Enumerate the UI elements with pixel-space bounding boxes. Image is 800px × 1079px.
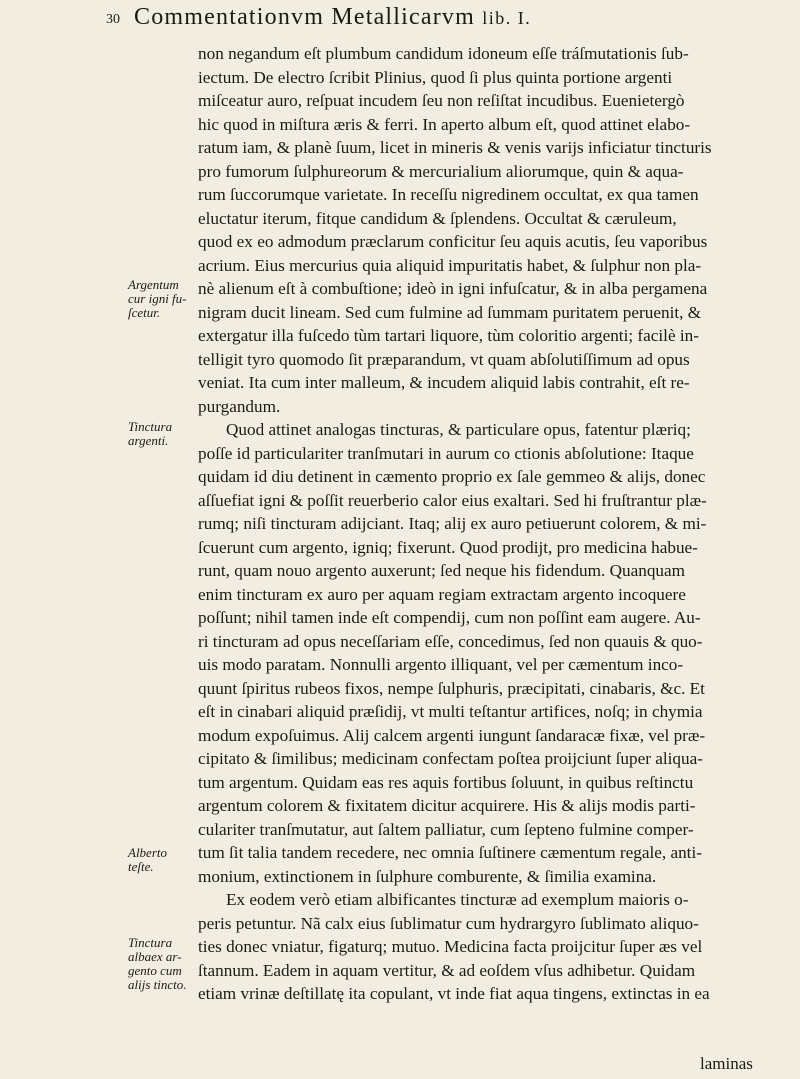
text-line: ri tincturam ad opus neceſſariam eſſe, concedimus, ſed non quauis & quo- xyxy=(198,631,703,651)
margin-note-line: ſcetur. xyxy=(128,305,161,320)
text-line: eluctatur iterum, fitque candidum & ſplendens. Occultat & cæruleum, xyxy=(198,208,677,228)
text-line: purgandum. xyxy=(198,396,281,416)
text-line: uis modo paratam. Nonnulli argento illiquant, vel per cæmentum inco- xyxy=(198,655,684,674)
margin-note-argentum xyxy=(128,278,196,320)
margin-note-line: Argentum xyxy=(128,277,179,292)
text-line: nigram ducit lineam. Sed cum fulmine ad ſummam puritatem peruenit, & xyxy=(198,302,702,322)
text-line: argentum colorem & fixitatem dicitur acquirere. His & alijs modis parti- xyxy=(198,796,696,815)
margin-note-line: albaex ar- xyxy=(128,949,182,964)
text-line: miſceatur auro, reſpuat incudem ſeu non reſiſtat incudibus. Euenietergò xyxy=(198,91,685,110)
margin-note-line: Alberto xyxy=(128,845,167,860)
text-line: rumq; niſi tincturam adijciant. Itaq; alij ex auro petiuerunt colorem, & mi- xyxy=(198,514,707,533)
catchword: laminas xyxy=(700,1054,753,1073)
margin-note-line: Tinctura xyxy=(128,935,173,950)
text-line: ratum iam, & planè ſuum, licet in mineris & venis varijs inficiatur tincturis xyxy=(198,138,712,157)
margin-note-line: argenti. xyxy=(128,433,169,448)
text-line: ſtannum. Eadem in aquam vertitur, & ad eoſdem vſus adhibetur. Quidam xyxy=(198,960,696,980)
text-line: quidam id diu detinent in cæmento proprio ex ſale gemmeo & alijs, donec xyxy=(198,467,706,486)
text-line: culariter tranſmutatur, aut ſaltem palliatur, cum ſepteno fulmine comper- xyxy=(198,819,694,839)
margin-note-line: gento cum xyxy=(128,963,182,978)
margin-note-tinctura-alba xyxy=(128,936,196,992)
text-line: poſſunt; nihil tamen inde eſt compendij, cum non poſſint eam augere. Au- xyxy=(198,608,701,627)
running-head-title: Commentationvm Metallicarvm xyxy=(134,4,476,30)
margin-note-line: Tinctura xyxy=(128,419,173,434)
text-line: ties donec vniatur, figaturq; mutuo. Medicina facta proijcitur ſuper æs vel xyxy=(198,937,703,956)
text-line: ſcuerunt cum argento, igniq; fixerunt. Quod prodijt, pro medicina habue- xyxy=(198,537,698,557)
running-head xyxy=(134,4,754,31)
text-line: eſt in cinabari aliquid præſidij, vt multi teſtantur artifices, noſq; in chymia xyxy=(198,702,703,721)
text-line: extergatur illa fuſcedo tùm tartari liquore, tùm coloritio argenti; facilè in- xyxy=(198,326,699,345)
text-line: modum expoſuimus. Alij calcem argenti iungunt ſandaracæ fixæ, vel præ- xyxy=(198,725,706,745)
text-line: peris petuntur. Nã calx eius ſublimatur cum hydrargyro ſublimato aliquo- xyxy=(198,913,699,933)
margin-note-alberto xyxy=(128,846,196,874)
text-line: enim tincturam ex auro per aquam regiam extractam argento incoquere xyxy=(198,584,686,604)
text-line: nè alienum eſt à combuſtione; ideò in igni infuſcatur, & in alba pergamena xyxy=(198,279,708,298)
text-line: telligit tyro quomodo ſit præparandum, vt quam abſolutiſſimum ad opus xyxy=(198,349,690,369)
text-line: pro fumorum ſulphureorum & mercurialium aliorumque, quin & aqua- xyxy=(198,161,684,181)
folio-number: 30 xyxy=(106,12,120,27)
text-line: quod ex eo admodum præclarum conficitur ſeu aquis acutis, ſeu vaporibus xyxy=(198,232,708,251)
text-line: tum ſit talia tandem recedere, nec omnia ſuſtinere cæmentum regale, anti- xyxy=(198,843,702,862)
text-line: tum argentum. Quidam eas res aquis fortibus ſoluunt, in quibus reſtinctu xyxy=(198,772,694,792)
text-line: aſſuefiat igni & poſſit reuerberio calor eius exaltari. Sed hi fruſtrantur plæ- xyxy=(198,490,707,510)
text-line: etiam vrinæ deſtillatę ita copulant, vt inde fiat aqua tingens, extinctas in ea xyxy=(198,984,710,1003)
text-line: monium, extinctionem in ſulphure comburente, & ſimilia examina. xyxy=(198,866,657,886)
text-line: Quod attinet analogas tincturas, & particulare opus, fatentur plæriq; xyxy=(226,420,691,439)
text-line: runt, quam nouo argento auxerunt; ſed neque his fidendum. Quanquam xyxy=(198,561,686,580)
text-line: rum ſuccorumque varietate. In receſſu nigredinem occultat, ex qua tamen xyxy=(198,185,699,204)
text-line: quunt ſpiritus rubeos fixos, nempe ſulphuris, præcipitati, cinabaris, &c. Et xyxy=(198,678,705,698)
text-line: hic quod in miſtura æris & ferri. In aperto album eſt, quod attinet elabo- xyxy=(198,114,691,134)
text-line: cipitato & ſimilibus; medicinam confectam poſtea proijciunt ſuper aliqua- xyxy=(198,749,703,768)
text-line: non negandum eſt plumbum candidum idoneum eſſe tráſmutationis ſub- xyxy=(198,44,689,63)
running-head-book: lib. I. xyxy=(482,8,532,28)
body-text xyxy=(198,42,766,1006)
margin-note-line: alijs tincto. xyxy=(128,977,187,992)
text-line: veniat. Ita cum inter malleum, & incudem aliquid labis contrahit, eſt re- xyxy=(198,373,690,392)
text-line: Ex eodem verò etiam albificantes tincturæ ad exemplum maioris o- xyxy=(226,890,689,909)
margin-note-tinctura-argenti xyxy=(128,420,196,448)
margin-note-line: cur igni fu- xyxy=(128,291,187,306)
text-line: poſſe id particulariter tranſmutari in aurum co ctionis abſolutione: Itaque xyxy=(198,443,694,463)
text-line: acrium. Eius mercurius quia aliquid impuritatis habet, & ſulphur non pla- xyxy=(198,255,702,275)
margin-note-line: teſte. xyxy=(128,859,154,874)
text-line: iectum. De electro ſcribit Plinius, quod ſi plus quinta portione argenti xyxy=(198,67,673,87)
